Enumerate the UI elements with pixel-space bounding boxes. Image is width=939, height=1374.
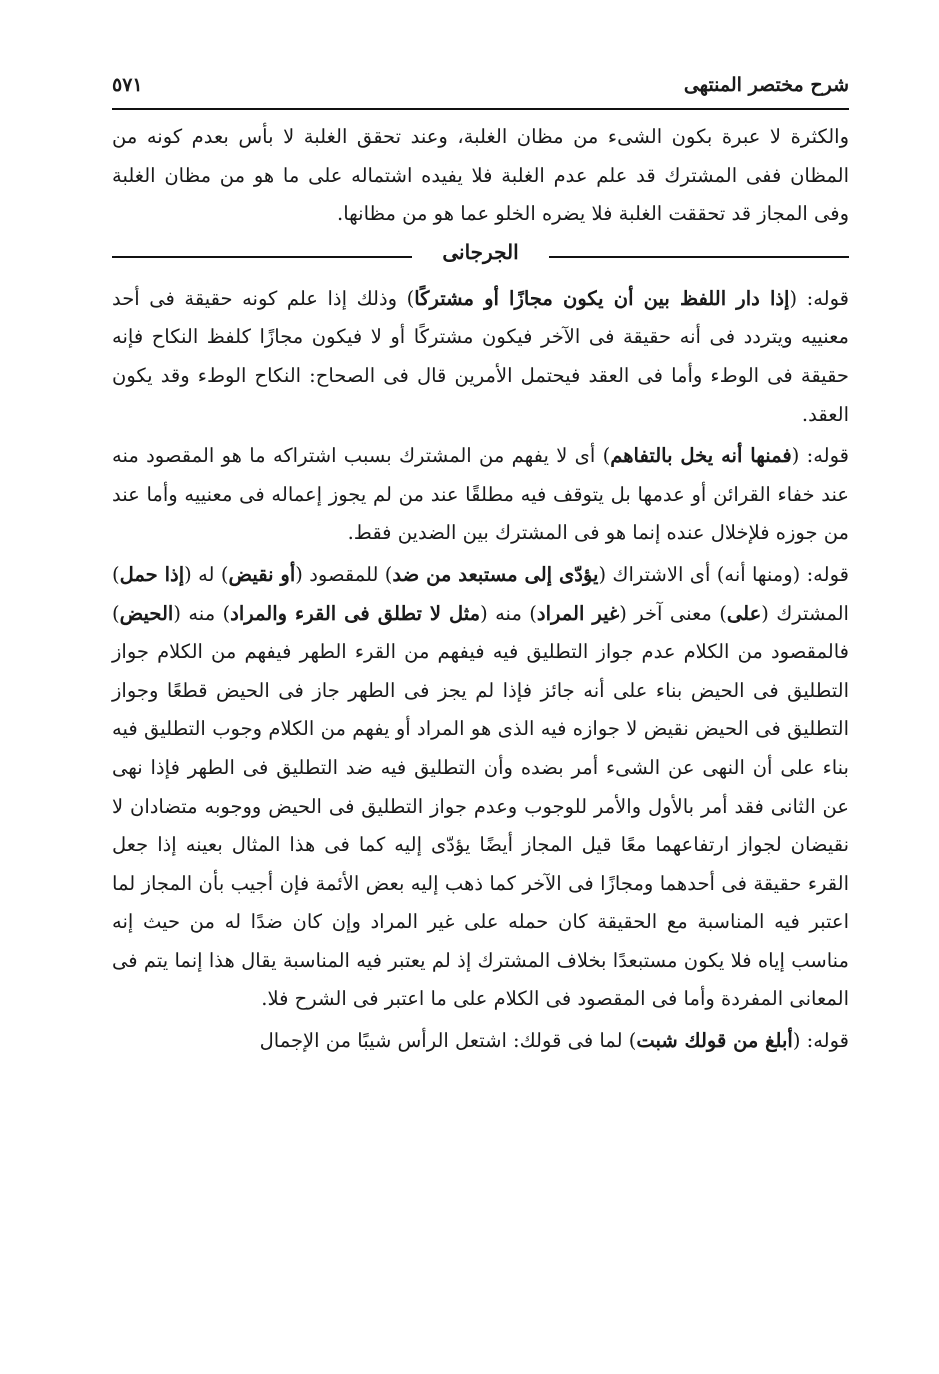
paragraph-intro [112, 118, 849, 234]
paragraph-text: ) منه ( [173, 601, 231, 625]
paragraph-text: ) لما فى قولك: اشتعل الرأس شيبًا من الإجمال [259, 1029, 637, 1053]
quoted-phrase: يؤدّى إلى مستبعد من ضد [392, 562, 599, 586]
header-rule [112, 108, 849, 110]
section-title: الجرجانى [442, 239, 519, 264]
page-number: ٥٧١ [112, 74, 143, 96]
quoted-phrase: أو نقيض [228, 562, 296, 586]
document-page [112, 66, 849, 1366]
paragraph-text: ) له ( [184, 562, 229, 586]
paragraph-text: ) معنى آخر ( [619, 601, 727, 625]
paragraph-text: قوله: (ومنها أنه) أى الاشتراك ( [598, 562, 849, 586]
quoted-phrase: إذا دار اللفظ بين أن يكون مجازًا أو مشتركًا [414, 286, 790, 310]
divider-line-left [112, 256, 412, 258]
paragraph-text: قوله: ( [791, 444, 849, 468]
paragraph-text: ) فالمقصود من الكلام عدم جواز التطليق فيه فيفهم من القرء الطهر فيفهم من الكلام جواز التطليق فى الحيض بناء على أنه جائز فإذا لم يجز فى الطهر جاز فى الحيض قطعًا وجواز التطليق فى الحيض نقيض لا جوازه فيه الذى هو المراد أو يفهم من الكلام وجوب التطليق فيه بناء على أن النهى عن الشىء أمر بضده وأن التطليق فيه ضد التطليق فى الطهر فإذا نهى عن الثانى فقد أمر بالأول والأمر للوجوب وعدم جواز التطليق فى الحيض ووجوبه متضادان لا نقيضان لجواز ارتفاعهما معًا قيل المجاز أيضًا يؤدّى إليه كما فى هذا المثال بعينه إذا جعل القرء حقيقة فى أحدهما ومجازًا فى الآخر كما ذهب إليه بعض الأئمة فإن أجيب بأن المجاز لما اعتبر فيه المناسبة مع الحقيقة كان حمله على غير المراد وإن كان ضدًا له من حيث إنه مناسب إياه فلا يكون مستبعدًا بخلاف المشترك إذ لم يعتبر فيه المناسبة يقال هذا إنما يتم فى المعانى المفردة وأما فى المقصود فى الكلام على ما اعتبر فى الشرح فلا. [112, 601, 850, 1011]
quoted-phrase: غير المراد [536, 601, 620, 625]
quoted-phrase: مثل لا تطلق فى القرء والمراد [230, 601, 481, 625]
paragraph-text: ) منه ( [480, 601, 537, 625]
paragraph-text: ) وذلك إذا علم كونه حقيقة فى أحد معنييه ويتردد فى أنه حقيقة فى الآخر فيكون مشتركًا أو لا فيكون مجازًا كلفظ النكاح فإنه حقيقة فى الوطء وأما فى العقد فيحتمل الأمرين قال فى الصحاح: النكاح الوطء وقد يكون العقد. [112, 286, 849, 426]
paragraph-commentary-2 [112, 437, 849, 553]
paragraph-commentary-4 [112, 1022, 849, 1061]
page-body [112, 118, 849, 1061]
running-title: شرح مختصر المنتهى [683, 74, 849, 96]
paragraph-text: والكثرة لا عبرة بكون الشىء من مظان الغلبة، وعند تحقق الغلبة لا بأس بعدم كونه من المظان ففى المشترك قد علم عدم الغلبة فلا يفيده اشتماله على ما هو من مظان الغلبة وفى المجاز قد تحققت الغلبة فلا يضره الخلو عما هو من مظانها. [112, 125, 849, 226]
paragraph-text: قوله: ( [789, 286, 849, 310]
quoted-phrase: الحيض [119, 601, 174, 625]
running-header [112, 66, 849, 106]
paragraph-text: قوله: ( [792, 1029, 849, 1053]
paragraph-commentary-1 [112, 280, 849, 434]
section-divider [112, 236, 849, 276]
quoted-phrase: إذا حمل [119, 562, 185, 586]
paragraph-text: ) أى لا يفهم من المشترك بسبب اشتراكه ما هو المقصود منه عند خفاء القرائن أو عدمها بل يتوقف فيه مطلقًا عند من لم يجوز إعماله فى معنييه وأما عند من جوزه فلإخلال عنده إنما هو فى المشترك بين الضدين فقط. [112, 444, 849, 545]
quoted-phrase: فمنها أنه يخل بالتفاهم [610, 444, 792, 468]
paragraph-text: ) للمقصود ( [295, 562, 393, 586]
quoted-phrase: أبلغ من قولك شبت [636, 1029, 793, 1053]
paragraph-text: ) المشترك ( [112, 562, 849, 625]
paragraph-commentary-3 [112, 556, 849, 1019]
quoted-phrase: على [726, 601, 762, 625]
